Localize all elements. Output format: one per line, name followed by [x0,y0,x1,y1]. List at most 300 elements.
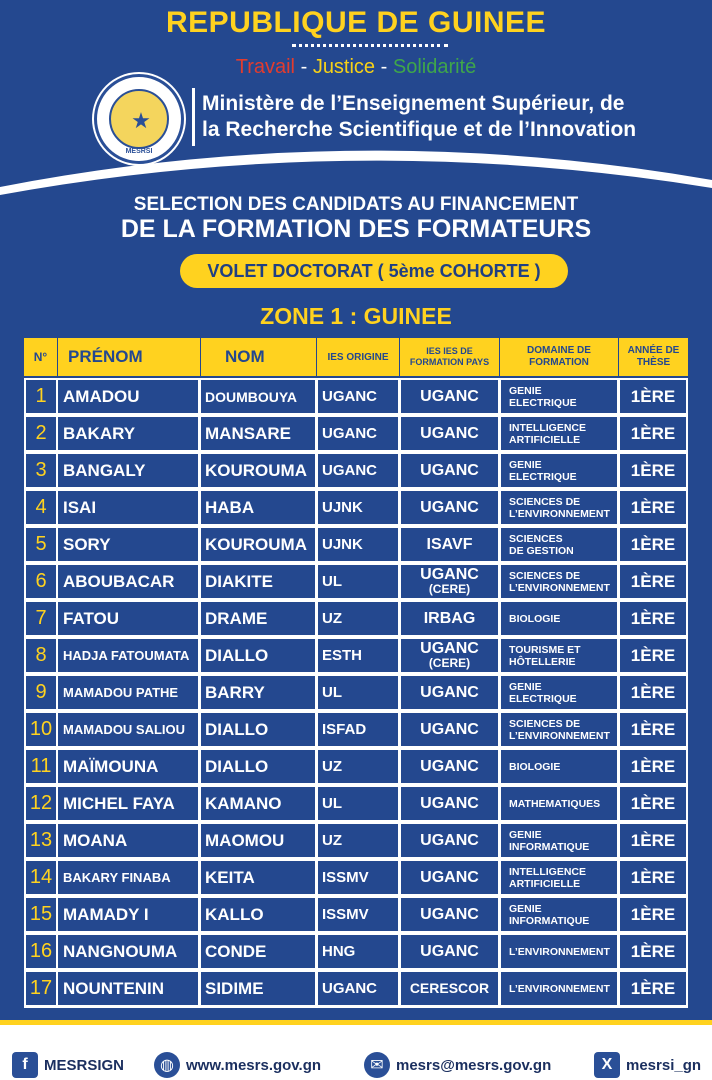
domaine-wrap [509,681,577,705]
prenom-value: HADJA FATOUMATA [63,648,190,663]
ies-origine-value: HNG [322,943,356,960]
domaine-line-1: L’ENVIRONNEMENT [509,945,610,958]
cell-annee [620,972,686,1005]
facebook-icon: f [12,1052,38,1078]
cell-domaine [501,528,617,561]
domaine-wrap [509,422,586,446]
ies-origine-value: ISSMV [322,869,369,886]
cell-domaine [501,972,617,1005]
cell-annee [620,417,686,450]
cell-domaine [501,491,617,524]
cell-num [26,454,56,487]
domaine-wrap [509,644,581,668]
cell-annee [620,935,686,968]
cell-prenom [58,787,198,820]
cell-nom [201,935,315,968]
table-row [24,787,688,824]
volet-badge: VOLET DOCTORAT ( 5ème COHORTE ) [180,254,568,288]
nom-value: MAOMOU [205,830,285,850]
header-ies-formation-2: FORMATION PAYS [409,357,490,367]
ies-formation-wrap [420,641,479,671]
nom-value: DIAKITE [205,571,273,591]
domaine-line-1: INTELLIGENCE [509,865,587,878]
annee-value: 1ÈRE [630,571,676,591]
selection-title-line-2: DE LA FORMATION DES FORMATEURS [120,215,592,243]
cell-domaine [501,898,617,931]
nom-value: DIALLO [205,719,269,739]
cell-ies-formation [401,602,498,635]
selection-title-line-1: SELECTION DES CANDIDATS AU FINANCEMENT [133,194,579,215]
prenom-value: BANGALY [63,460,146,480]
cell-ies-origine [318,454,398,487]
row-number: 15 [29,903,53,925]
ministry-line-1: Ministère de l’Enseignement Supérieur, de [202,92,625,115]
motto-sep-1: - [300,56,308,78]
cell-annee [620,565,686,598]
ies-origine-value: ISSMV [322,906,369,923]
row-number: 10 [29,718,53,740]
table-row [24,417,688,454]
row-number: 3 [35,459,47,481]
ies-formation-sub: (CERE) [428,655,471,670]
ies-formation-wrap [420,944,479,959]
ies-formation-wrap [420,463,479,478]
table-row [24,898,688,935]
cell-prenom [58,750,198,783]
domaine-line-1: GENIE [509,458,542,471]
cell-prenom [58,639,198,672]
nom-value: DOUMBOUYA [205,388,298,405]
ies-formation-wrap [410,981,489,996]
domaine-line-1: SCIENCES DE [509,569,581,582]
cell-ies-formation [401,454,498,487]
header-num: N° [33,350,48,364]
ies-formation-value: UGANC [420,943,479,960]
cell-num [26,602,56,635]
ies-origine-value: ISFAD [322,721,367,738]
domaine-line-1: L’ENVIRONNEMENT [509,982,610,995]
domaine-wrap [509,983,610,995]
table-row [24,454,688,491]
cell-ies-formation [401,898,498,931]
nom-value: BARRY [205,682,265,702]
prenom-value: MICHEL FAYA [63,793,175,813]
ies-origine-value: UGANC [322,425,377,442]
cell-num [26,750,56,783]
annee-value: 1ÈRE [630,830,676,850]
table-row [24,676,688,713]
nom-value: CONDE [205,941,267,961]
ies-formation-wrap [420,426,479,441]
cell-num [26,972,56,1005]
cell-nom [201,676,315,709]
domaine-line-1: SCIENCES DE [509,495,581,508]
ies-origine-value: UJNK [322,499,363,516]
domaine-wrap [509,613,560,625]
cell-domaine [501,380,617,413]
cell-domaine [501,861,617,894]
ies-origine-value: UGANC [322,462,377,479]
domaine-line-1: BIOLOGIE [509,612,561,625]
row-number: 16 [29,940,53,962]
row-number: 13 [29,829,53,851]
header-nom: NOM [225,347,265,366]
row-number: 9 [35,681,47,703]
annee-value: 1ÈRE [630,756,676,776]
cell-annee [620,491,686,524]
annee-value: 1ÈRE [630,645,676,665]
cell-ies-origine [318,676,398,709]
cell-domaine [501,639,617,672]
ies-origine-value: ESTH [322,647,363,664]
header-vertical-divider [192,88,195,146]
motto-sep-2: - [380,56,388,78]
cell-ies-formation [401,491,498,524]
cell-annee [620,713,686,746]
cell-num [26,565,56,598]
ies-formation-value: UGANC [420,565,479,583]
row-number: 11 [30,755,52,777]
cell-domaine [501,935,617,968]
table-row [24,972,688,1009]
annee-value: 1ÈRE [630,386,676,406]
cell-ies-origine [318,565,398,598]
cell-ies-origine [318,972,398,1005]
ies-formation-sub: (CERE) [428,581,471,596]
nom-value: DRAME [205,608,268,628]
domaine-wrap [509,798,600,810]
cell-prenom [58,380,198,413]
nom-value: KALLO [205,904,264,924]
nom-value: MANSARE [205,423,291,443]
cell-ies-formation [401,824,498,857]
ies-origine-value: UZ [322,832,342,849]
ies-formation-wrap [420,722,479,737]
domaine-wrap [509,533,574,557]
cell-ies-formation [401,676,498,709]
star-icon: ★ [131,108,151,133]
cell-num [26,713,56,746]
cell-num [26,935,56,968]
domaine-line-2: DE GESTION [509,544,574,557]
domaine-line-1: TOURISME ET [509,643,581,656]
ies-formation-value: UGANC [420,869,479,886]
footer-website[interactable] [154,1051,321,1079]
cell-num [26,824,56,857]
prenom-value: MAMADOU SALIOU [63,722,186,737]
ies-formation-wrap [420,500,479,515]
cell-nom [201,602,315,635]
cell-annee [620,787,686,820]
cell-annee [620,602,686,635]
footer-facebook[interactable] [12,1051,124,1079]
ies-origine-value: UZ [322,610,342,627]
domaine-wrap [509,946,610,958]
cell-ies-formation [401,750,498,783]
ies-formation-value: UGANC [420,906,479,923]
annee-value: 1ÈRE [630,867,676,887]
table-row [24,639,688,676]
motto [0,56,712,79]
cell-domaine [501,713,617,746]
cell-num [26,787,56,820]
cell-prenom [58,528,198,561]
x-twitter-icon: X [594,1052,620,1078]
domaine-line-1: GENIE [509,828,542,841]
table-row [24,713,688,750]
table-header [24,338,688,376]
cell-ies-origine [318,898,398,931]
cell-ies-formation [401,972,498,1005]
domaine-line-2: ELECTRIQUE [509,470,577,483]
header-prenom: PRÉNOM [68,347,143,366]
footer-email[interactable] [364,1051,551,1079]
footer-twitter[interactable] [594,1051,701,1079]
domaine-line-2: ELECTRIQUE [509,692,577,705]
domaine-line-1: GENIE [509,680,542,693]
cell-domaine [501,787,617,820]
annee-value: 1ÈRE [630,460,676,480]
ies-formation-value: UGANC [420,758,479,775]
header-curve-divider [0,150,712,200]
ministry-name [202,91,642,143]
annee-value: 1ÈRE [630,941,676,961]
motto-justice: Justice [312,56,376,78]
cell-ies-origine [318,528,398,561]
row-number: 1 [35,385,47,407]
table-row [24,750,688,787]
footer [0,1020,712,1080]
domaine-line-2: L’ENVIRONNEMENT [509,581,610,594]
header-ies-formation-1: IES IES DE [426,346,473,356]
cell-ies-origine [318,750,398,783]
domaine-line-2: ELECTRIQUE [509,396,577,409]
cell-nom [201,787,315,820]
ies-formation-value: UGANC [420,388,479,405]
cell-annee [620,861,686,894]
header-annee-2: THÈSE [636,357,671,368]
cell-ies-origine [318,417,398,450]
header-domaine-1: DOMAINE DE [527,345,591,356]
cell-domaine [501,676,617,709]
prenom-value: ABOUBACAR [63,571,175,591]
nom-value: DIALLO [205,645,269,665]
cell-prenom [58,972,198,1005]
row-number: 8 [35,644,47,666]
nom-value: KOUROUMA [205,460,307,480]
dotted-divider [292,44,448,47]
domaine-wrap [509,718,610,742]
cell-ies-origine [318,787,398,820]
cell-nom [201,639,315,672]
ies-origine-value: UJNK [322,536,363,553]
cell-domaine [501,750,617,783]
header-annee-1: ANNÉE DE [627,345,680,356]
ies-origine-value: UZ [322,758,342,775]
table-row [24,528,688,565]
annee-value: 1ÈRE [630,497,676,517]
nom-value: HABA [205,497,255,517]
ies-origine-value: UL [322,573,342,590]
prenom-value: FATOU [63,608,120,628]
table-row [24,565,688,602]
cell-ies-formation [401,787,498,820]
ies-formation-value: CERESCOR [409,980,490,996]
header-domaine [500,338,618,376]
cell-prenom [58,824,198,857]
domaine-wrap [509,385,577,409]
annee-value: 1ÈRE [630,904,676,924]
cell-ies-formation [401,565,498,598]
cell-num [26,861,56,894]
annee-value: 1ÈRE [630,423,676,443]
row-number: 17 [29,977,53,999]
twitter-handle: mesrsi_gn [626,1056,702,1074]
cell-nom [201,491,315,524]
ies-origine-value: UL [322,684,342,701]
ministry-line-2: la Recherche Scientifique et de l’Innovation [202,118,637,141]
cell-domaine [501,454,617,487]
domaine-line-1: SCIENCES DE [509,717,581,730]
cell-num [26,380,56,413]
ies-formation-wrap [420,389,479,404]
cell-ies-formation [401,861,498,894]
cell-annee [620,750,686,783]
cell-prenom [58,417,198,450]
annee-value: 1ÈRE [630,719,676,739]
table-row [24,602,688,639]
candidates-table [24,378,688,1008]
ies-formation-value: IRBAG [423,610,476,627]
domaine-line-2: INFORMATIQUE [509,914,590,927]
cell-ies-origine [318,935,398,968]
cell-ies-origine [318,491,398,524]
row-number: 12 [29,792,53,814]
domaine-line-2: L’ENVIRONNEMENT [509,729,610,742]
annee-value: 1ÈRE [630,682,676,702]
annee-value: 1ÈRE [630,978,676,998]
domaine-line-2: HÔTELLERIE [509,655,576,668]
nom-value: KEITA [205,867,255,887]
ies-formation-value: UGANC [420,639,479,657]
zone-title: ZONE 1 : GUINEE [260,303,452,329]
cell-num [26,639,56,672]
cell-domaine [501,824,617,857]
globe-icon: ◍ [154,1052,180,1078]
ies-formation-value: UGANC [420,795,479,812]
prenom-value: MOANA [63,830,128,850]
table-row [24,491,688,528]
cell-prenom [58,565,198,598]
cell-ies-origine [318,824,398,857]
prenom-value: ISAI [63,497,97,517]
header-annee [619,338,688,376]
ies-origine-value: UGANC [322,388,377,405]
cell-num [26,898,56,931]
facebook-handle: MESRSIGN [44,1056,125,1074]
motto-travail: Travail [235,56,296,78]
ies-formation-wrap [420,907,479,922]
annee-value: 1ÈRE [630,534,676,554]
cell-ies-formation [401,713,498,746]
domaine-line-1: SCIENCES [509,532,563,545]
cell-ies-formation [401,417,498,450]
ies-origine-value: UL [322,795,342,812]
prenom-value: MAMADOU PATHE [63,685,179,700]
cell-nom [201,713,315,746]
domaine-wrap [509,903,589,927]
cell-prenom [58,676,198,709]
cell-ies-formation [401,528,498,561]
ies-formation-wrap [420,567,479,597]
table-row [24,824,688,861]
ies-formation-wrap [424,611,476,626]
prenom-value: AMADOU [63,386,140,406]
domaine-wrap [509,459,577,483]
email-address: mesrs@mesrs.gov.gn [396,1056,552,1074]
prenom-value: BAKARY [63,423,136,443]
cell-nom [201,380,315,413]
row-number: 4 [35,496,47,518]
ies-formation-value: UGANC [420,499,479,516]
nom-value: KAMANO [205,793,282,813]
row-number: 2 [35,422,47,444]
ies-formation-wrap [420,833,479,848]
cell-nom [201,972,315,1005]
cell-domaine [501,565,617,598]
nom-value: SIDIME [205,978,264,998]
prenom-value: NOUNTENIN [63,978,165,998]
annee-value: 1ÈRE [630,793,676,813]
seal-label: MESRSI [125,148,153,155]
cell-ies-formation [401,380,498,413]
ies-formation-value: ISAVF [426,536,473,553]
motto-solidarite: Solidarité [392,56,477,78]
domaine-line-2: ARTIFICIELLE [509,877,581,890]
cell-prenom [58,935,198,968]
nom-value: DIALLO [205,756,269,776]
cell-prenom [58,898,198,931]
header-ies-origine: IES ORIGINE [327,351,389,363]
cell-domaine [501,602,617,635]
ies-formation-value: UGANC [420,425,479,442]
cell-annee [620,639,686,672]
cell-ies-origine [318,861,398,894]
row-number: 7 [35,607,47,629]
domaine-line-1: BIOLOGIE [509,760,561,773]
ies-formation-wrap [420,870,479,885]
domaine-line-1: GENIE [509,384,542,397]
cell-prenom [58,454,198,487]
cell-nom [201,898,315,931]
ies-formation-value: UGANC [420,684,479,701]
cell-num [26,491,56,524]
ies-formation-wrap [420,759,479,774]
ies-formation-wrap [427,537,473,552]
cell-ies-formation [401,935,498,968]
country-title: REPUBLIQUE DE GUINEE [165,6,547,39]
cell-ies-origine [318,713,398,746]
cell-annee [620,380,686,413]
domaine-line-1: INTELLIGENCE [509,421,587,434]
cell-ies-origine [318,380,398,413]
cell-annee [620,824,686,857]
domaine-line-1: MATHEMATIQUES [509,797,601,810]
cell-prenom [58,491,198,524]
cell-nom [201,565,315,598]
prenom-value: BAKARY FINABA [63,870,171,885]
domaine-wrap [509,570,610,594]
